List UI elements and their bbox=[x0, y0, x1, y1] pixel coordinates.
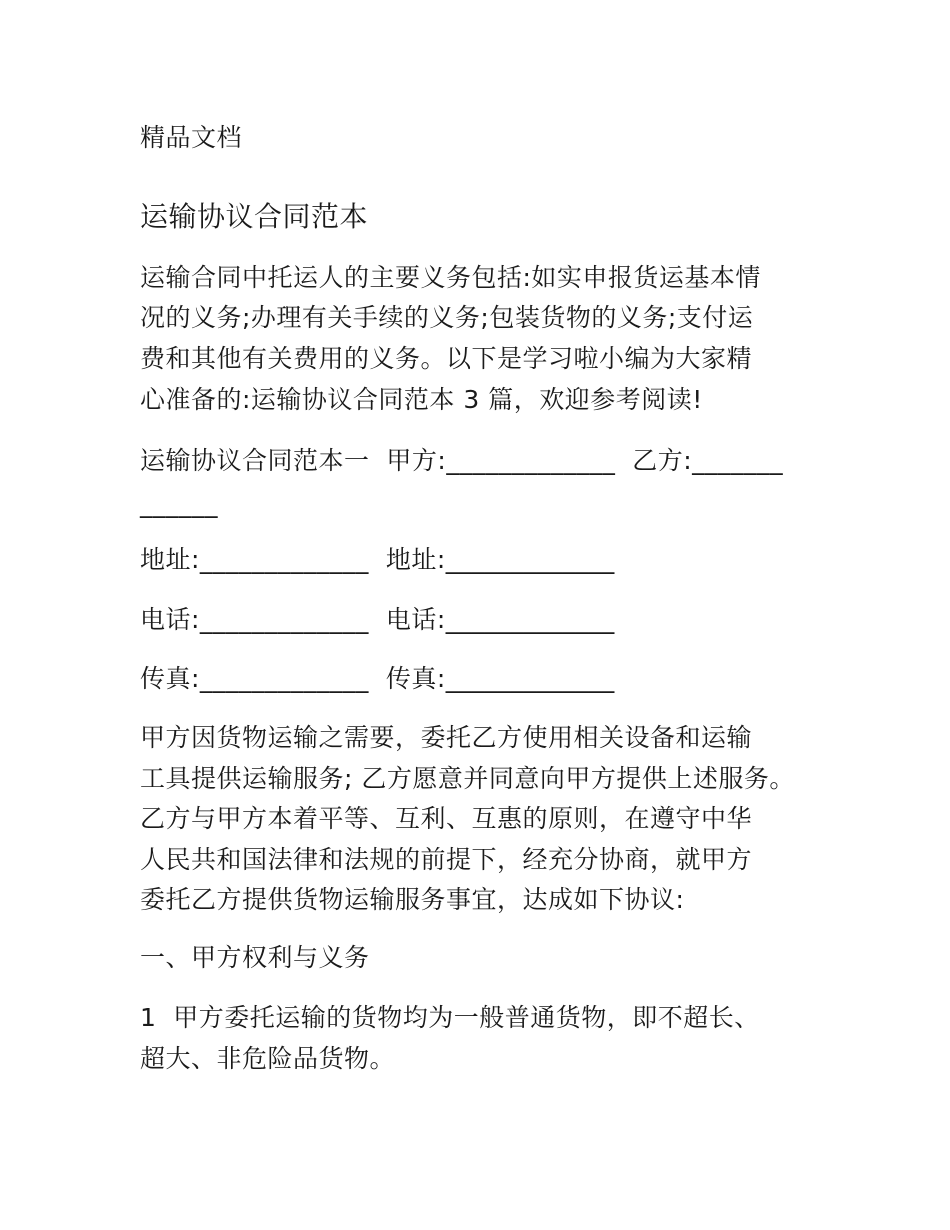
parties-line-2: ______ bbox=[140, 489, 218, 518]
section-heading: 一、甲方权利与义务 bbox=[140, 943, 370, 972]
intro-line-2: 况的义务;办理有关手续的义务;包装货物的义务;支付运 bbox=[140, 303, 754, 332]
clause-line-1: 1 甲方委托运输的货物均为一般普通货物，即不超长、 bbox=[140, 1003, 760, 1032]
preamble-line-3: 乙方与甲方本着平等、互利、互惠的原则，在遵守中华 bbox=[140, 804, 753, 833]
document-header: 精品文档 bbox=[140, 123, 243, 152]
clause-line-2: 超大、非危险品货物。 bbox=[140, 1044, 396, 1073]
preamble-line-5: 委托乙方提供货物运输服务事宜，达成如下协议: bbox=[140, 885, 685, 914]
preamble-line-1: 甲方因货物运输之需要，委托乙方使用相关设备和运输 bbox=[140, 723, 753, 752]
parties-line-1: 运输协议合同范本一 甲方:_____________ 乙方:_______ bbox=[140, 446, 784, 475]
fax-line: 传真:_____________ 传真:_____________ bbox=[140, 664, 615, 693]
preamble-line-4: 人民共和国法律和法规的前提下，经充分协商，就甲方 bbox=[140, 845, 753, 874]
preamble-line-2: 工具提供运输服务; 乙方愿意并同意向甲方提供上述服务。 bbox=[140, 764, 795, 793]
intro-line-1: 运输合同中托运人的主要义务包括:如实申报货运基本情 bbox=[140, 263, 761, 292]
phone-line: 电话:_____________ 电话:_____________ bbox=[140, 605, 615, 634]
document-title: 运输协议合同范本 bbox=[140, 200, 369, 233]
intro-line-3: 费和其他有关费用的义务。以下是学习啦小编为大家精 bbox=[140, 344, 753, 373]
intro-line-4: 心准备的:运输协议合同范本 3 篇，欢迎参考阅读! bbox=[140, 385, 703, 414]
address-line: 地址:_____________ 地址:_____________ bbox=[140, 545, 615, 574]
